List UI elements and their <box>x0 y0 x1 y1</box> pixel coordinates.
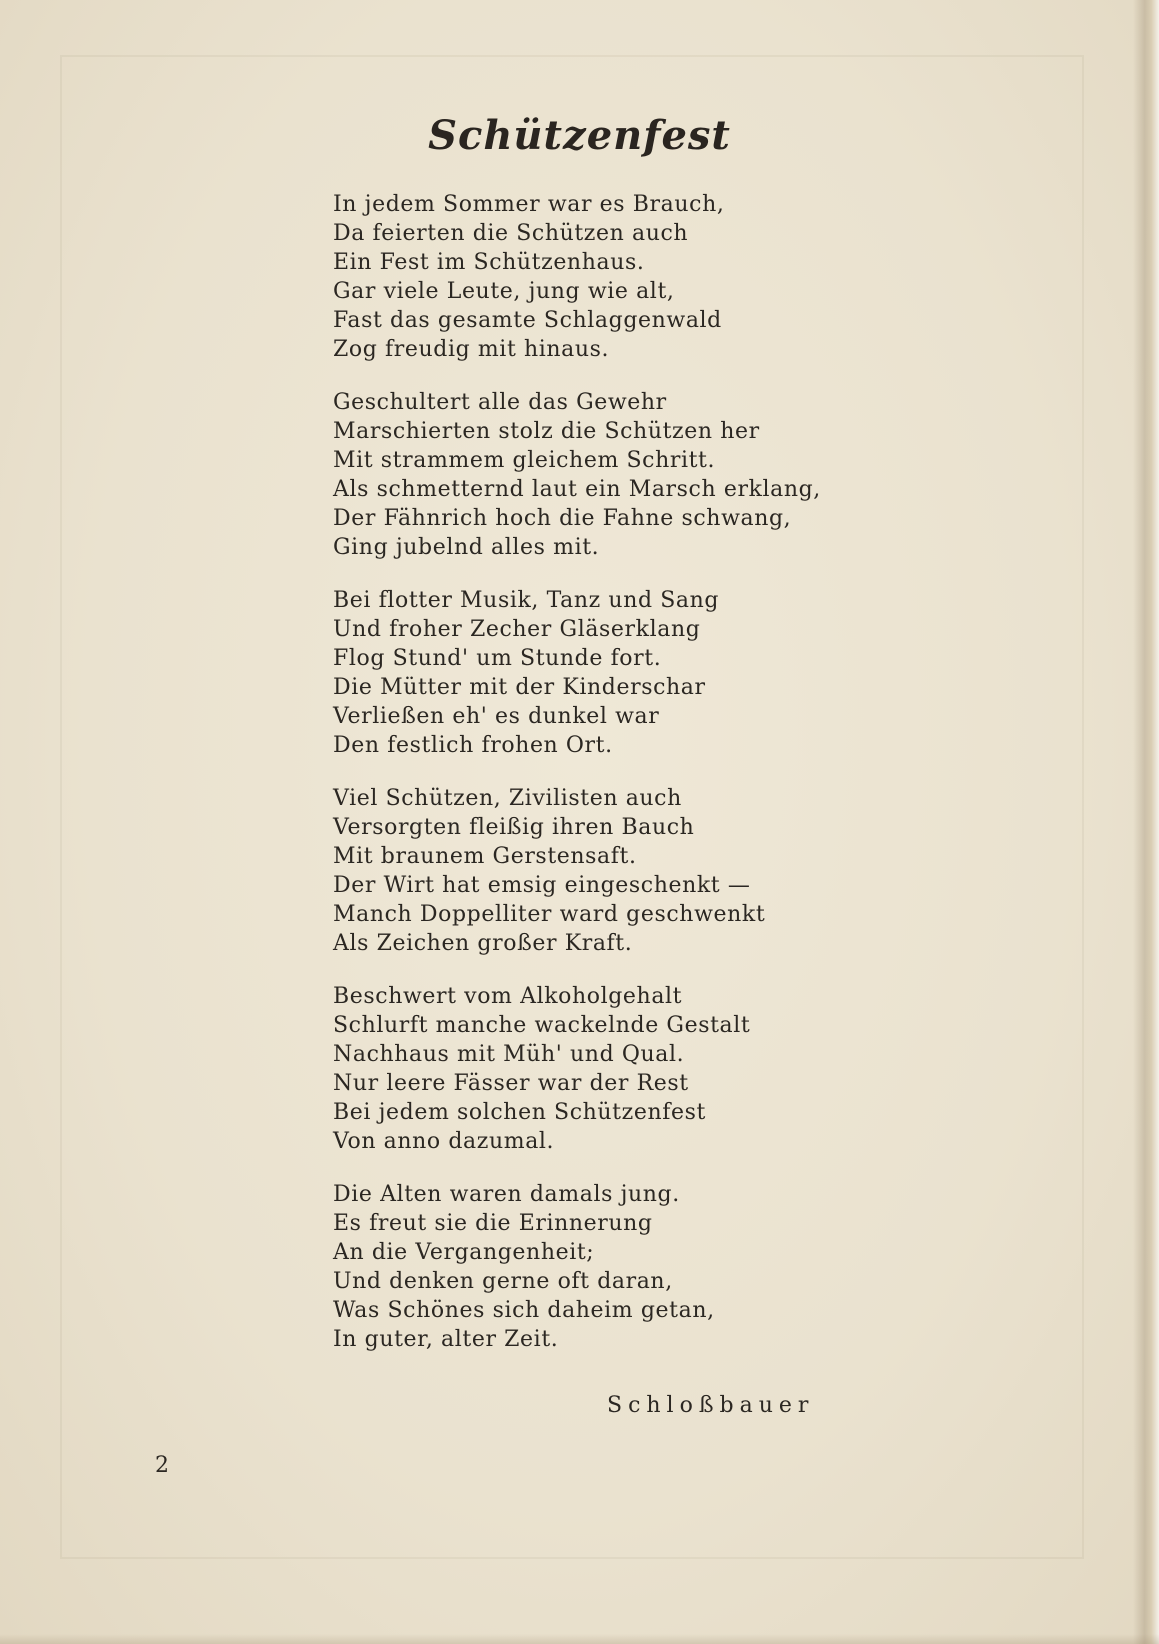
poem-line: Bei jedem solchen Schützenfest <box>333 1100 706 1125</box>
poem-line: Der Fähnrich hoch die Fahne schwang, <box>333 506 792 531</box>
poem-line: Von anno dazumal. <box>333 1129 555 1154</box>
stanza <box>333 982 893 1156</box>
page-edge <box>1133 0 1159 1644</box>
poem-line: Gar viele Leute, jung wie alt, <box>333 279 675 304</box>
poem-line: Fast das gesamte Schlaggenwald <box>333 308 722 333</box>
poem-line: Flog Stund' um Stunde fort. <box>333 646 662 671</box>
poem-line: Viel Schützen, Zivilisten auch <box>333 786 682 811</box>
poem-line: Nur leere Fässer war der Rest <box>333 1071 689 1096</box>
poem-line: Als Zeichen großer Kraft. <box>333 931 633 956</box>
stanza <box>333 388 893 562</box>
poem-line: Den festlich frohen Ort. <box>333 733 613 758</box>
poem-line: Was Schönes sich daheim getan, <box>333 1298 715 1323</box>
poem-line: Die Alten waren damals jung. <box>333 1182 680 1207</box>
page-edge-bottom <box>0 1634 1159 1644</box>
poem-body <box>333 190 893 1378</box>
poem-line: In jedem Sommer war es Brauch, <box>333 192 725 217</box>
poem-line: Marschierten stolz die Schützen her <box>333 419 760 444</box>
stanza <box>333 784 893 958</box>
poem-line: Mit strammem gleichem Schritt. <box>333 448 716 473</box>
poem-line: Als schmetternd laut ein Marsch erklang, <box>333 477 821 502</box>
poem-title: Schützenfest <box>428 112 731 159</box>
poem-line: Schlurft manche wackelnde Gestalt <box>333 1013 751 1038</box>
stanza <box>333 586 893 760</box>
poem-line: Ging jubelnd alles mit. <box>333 535 600 560</box>
poem-line: Beschwert vom Alkoholgehalt <box>333 984 683 1009</box>
poem-line: Nachhaus mit Müh' und Qual. <box>333 1042 685 1067</box>
stanza <box>333 190 893 364</box>
poem-line: Mit braunem Gerstensaft. <box>333 844 637 869</box>
poem-line: Und froher Zecher Gläserklang <box>333 617 701 642</box>
poem-line: Ein Fest im Schützenhaus. <box>333 250 645 275</box>
poem-line: In guter, alter Zeit. <box>333 1327 559 1352</box>
page-number: 2 <box>155 1453 169 1478</box>
poem-line: Die Mütter mit der Kinderschar <box>333 675 706 700</box>
poem-line: Geschultert alle das Gewehr <box>333 390 667 415</box>
poem-line: Versorgten fleißig ihren Bauch <box>333 815 695 840</box>
poem-line: Der Wirt hat emsig eingeschenkt — <box>333 873 751 898</box>
author-signature: Schloßbauer <box>607 1393 815 1418</box>
poem-line: Es freut sie die Erinnerung <box>333 1211 653 1236</box>
poem-line: Manch Doppelliter ward geschwenkt <box>333 902 766 927</box>
poem-line: Zog freudig mit hinaus. <box>333 337 610 362</box>
stanza <box>333 1180 893 1354</box>
poem-line: Verließen eh' es dunkel war <box>333 704 660 729</box>
poem-line: An die Vergangenheit; <box>333 1240 595 1265</box>
poem-line: Und denken gerne oft daran, <box>333 1269 673 1294</box>
poem-line: Da feierten die Schützen auch <box>333 221 689 246</box>
poem-line: Bei flotter Musik, Tanz und Sang <box>333 588 720 613</box>
